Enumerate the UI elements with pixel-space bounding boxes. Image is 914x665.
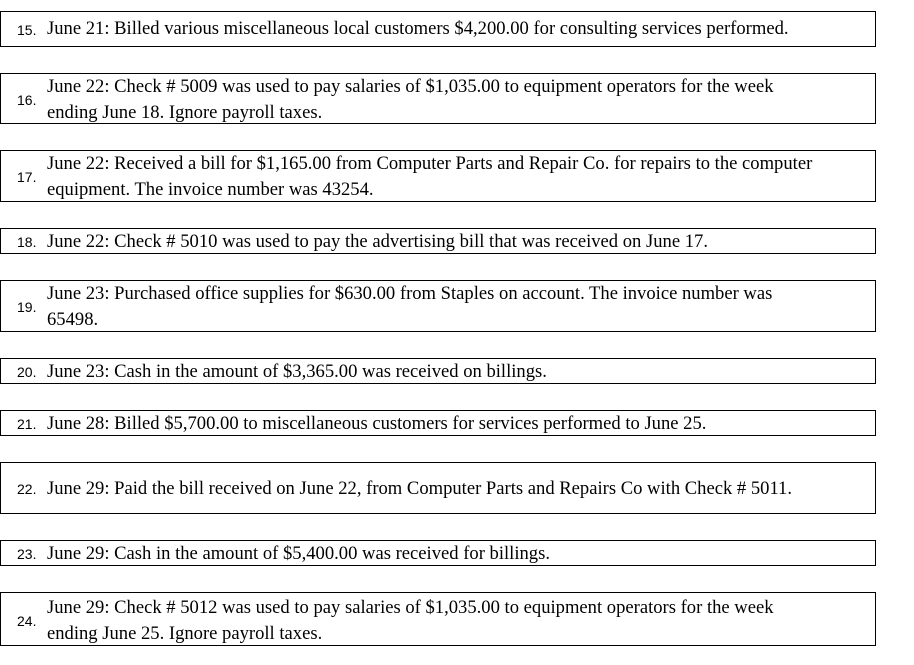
- item-number: 21.: [17, 416, 37, 432]
- transaction-item-24: [0, 592, 876, 646]
- transaction-item-19: [0, 280, 876, 332]
- item-text-line-1: June 29: Cash in the amount of $5,400.00 was received for billings.: [47, 543, 550, 564]
- item-text-line-1: June 22: Check # 5010 was used to pay the advertising bill that was received on June 17.: [47, 231, 708, 252]
- transaction-item-21: [0, 410, 876, 436]
- item-number: 17.: [17, 169, 37, 185]
- item-number: 20.: [17, 364, 37, 380]
- item-number: 15.: [17, 22, 37, 38]
- item-text-line-2: ending June 18. Ignore payroll taxes.: [47, 102, 323, 123]
- item-text-line-1: June 23: Purchased office supplies for $630.00 from Staples on account. The invoice number was: [47, 283, 773, 304]
- transaction-item-20: [0, 358, 876, 384]
- item-number: 19.: [17, 299, 37, 315]
- item-text-line-2: equipment. The invoice number was 43254.: [47, 179, 374, 200]
- item-number: 22.: [17, 481, 37, 497]
- item-text-line-1: June 21: Billed various miscellaneous local customers $4,200.00 for consulting services performed.: [47, 18, 789, 39]
- transaction-item-16: [0, 73, 876, 124]
- item-number: 24.: [17, 613, 37, 629]
- item-text-line-1: June 29: Paid the bill received on June 22, from Computer Parts and Repairs Co with Check # 5011.: [47, 478, 793, 499]
- item-text-line-1: June 22: Check # 5009 was used to pay salaries of $1,035.00 to equipment operators for the week: [47, 76, 774, 97]
- transaction-item-18: [0, 228, 876, 254]
- item-text-line-1: June 23: Cash in the amount of $3,365.00 was received on billings.: [47, 361, 547, 382]
- item-text-line-2: ending June 25. Ignore payroll taxes.: [47, 623, 323, 644]
- item-number: 18.: [17, 234, 37, 250]
- transaction-item-15: [0, 11, 876, 47]
- item-text-line-1: June 22: Received a bill for $1,165.00 from Computer Parts and Repair Co. for repairs to the computer: [47, 153, 813, 174]
- item-text-line-1: June 28: Billed $5,700.00 to miscellaneous customers for services performed to June 25.: [47, 413, 707, 434]
- item-text-line-1: June 29: Check # 5012 was used to pay salaries of $1,035.00 to equipment operators for the week: [47, 597, 774, 618]
- transaction-item-17: [0, 150, 876, 202]
- transaction-item-23: [0, 540, 876, 566]
- transaction-item-22: [0, 462, 876, 514]
- item-number: 16.: [17, 92, 37, 108]
- item-text-line-2: 65498.: [47, 309, 99, 330]
- item-number: 23.: [17, 546, 37, 562]
